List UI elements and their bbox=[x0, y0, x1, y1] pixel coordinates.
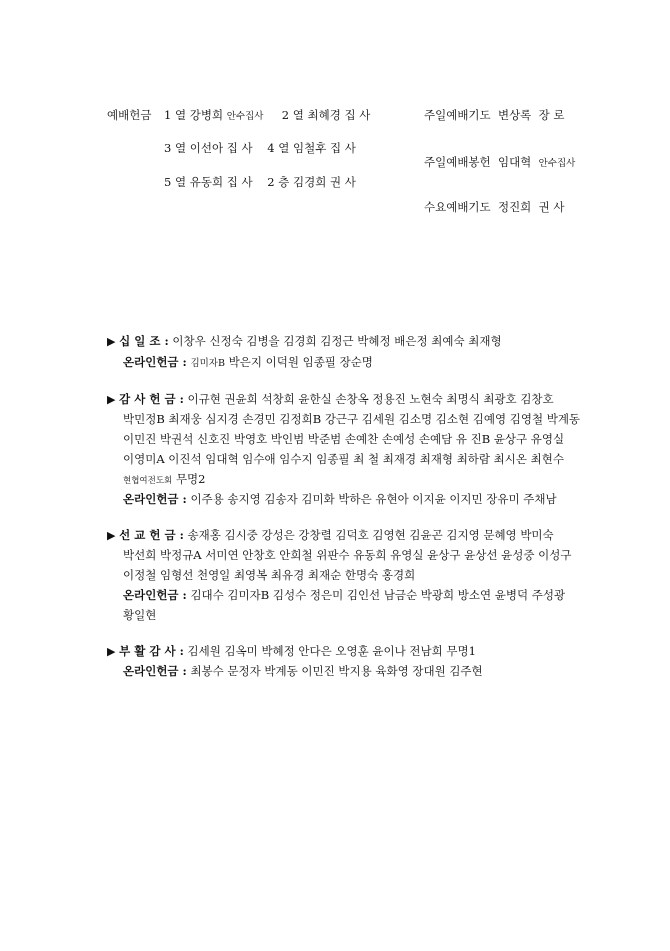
role: 집 사 bbox=[329, 141, 356, 155]
duty-role: 권 사 bbox=[538, 200, 565, 214]
role: 집 사 bbox=[226, 175, 253, 189]
person-name: 유동희 bbox=[189, 175, 224, 189]
online-prefix: 김미자B bbox=[190, 358, 225, 369]
arrow-icon: ▶ bbox=[107, 645, 116, 658]
role: 안수집사 bbox=[226, 111, 264, 122]
names-line: 이영미A 이진석 임대혁 임수애 임수지 임종필 최 철 최재경 최재형 최하람 최시온 최현수 bbox=[123, 452, 564, 466]
row-num: 3 열 bbox=[164, 141, 187, 155]
duty-label: 주일예배기도 bbox=[424, 108, 491, 122]
section-title: 감 사 헌 금 : bbox=[119, 392, 184, 406]
online-names: 최봉수 문정자 박계동 이민진 박지용 육화영 장대원 김주현 bbox=[190, 664, 483, 678]
easter-heading bbox=[107, 643, 476, 659]
names-line: 이규현 권윤희 석창희 윤한실 손창옥 정용진 노현숙 최명식 최광호 김창호 bbox=[187, 392, 554, 406]
duty-name: 변상록 bbox=[497, 108, 532, 122]
duty-name: 임대혁 bbox=[497, 155, 532, 169]
names-line: 이창우 신정숙 김병을 김경희 김정근 박혜정 배은정 최예숙 최재형 bbox=[172, 334, 502, 348]
names-line: 이민진 박권석 신호진 박영호 박인범 박준범 손예찬 손예성 손예담 유 진B 윤상구 유영실 bbox=[123, 432, 565, 446]
row-num: 2 층 bbox=[267, 175, 290, 189]
online-label: 온라인헌금 : bbox=[123, 588, 187, 602]
online-names: 황일현 bbox=[123, 608, 157, 622]
offering-label: 예배헌금 bbox=[107, 108, 152, 122]
duty-name: 정진희 bbox=[497, 200, 532, 214]
arrow-icon: ▶ bbox=[107, 335, 116, 348]
duty-role: 장 로 bbox=[538, 108, 565, 122]
thanks-heading bbox=[107, 391, 554, 407]
person-name: 이선아 bbox=[189, 141, 224, 155]
arrow-icon: ▶ bbox=[107, 529, 116, 542]
tithe-online bbox=[123, 354, 373, 370]
arrow-icon: ▶ bbox=[107, 393, 116, 406]
online-label: 온라인헌금 : bbox=[123, 664, 187, 678]
section-title: 선 교 헌 금 : bbox=[119, 528, 184, 542]
online-names: 김대수 김미자B 김성수 정은미 김인선 남금순 박광희 방소연 윤병덕 주성광 bbox=[190, 588, 566, 602]
section-title: 십 일 조 : bbox=[119, 334, 169, 348]
group-name: 현협여전도회 bbox=[123, 476, 173, 486]
section-title: 부 활 감 사 : bbox=[119, 644, 184, 658]
offering-row-2 bbox=[164, 140, 356, 156]
names-line: 김세원 김옥미 박혜정 안다은 오영훈 윤이나 전남희 무명1 bbox=[187, 644, 476, 658]
sunday-prayer bbox=[424, 107, 564, 123]
easter-online bbox=[123, 663, 483, 679]
online-names: 이주용 송지영 김송자 김미화 박하은 유현아 이지윤 이지민 장유미 주채남 bbox=[190, 492, 557, 506]
person-name: 김경희 bbox=[292, 175, 327, 189]
online-label: 온라인헌금 : bbox=[123, 355, 187, 369]
sunday-offering bbox=[424, 154, 575, 170]
row-num: 5 열 bbox=[164, 175, 187, 189]
names-line: 송재홍 김시중 강성은 강창렬 김덕호 김영현 김윤곤 김지영 문혜영 박미숙 bbox=[187, 528, 554, 542]
names-line: 박민정B 최재웅 심지경 손경민 김정희B 강근구 김세원 김소명 김소현 김예영 김영철 박계동 bbox=[123, 412, 581, 426]
online-names: 박은지 이덕원 임종필 장순명 bbox=[228, 355, 373, 369]
mission-online bbox=[123, 587, 565, 603]
tithe-heading bbox=[107, 333, 502, 349]
role: 권 사 bbox=[329, 175, 356, 189]
duty-label: 주일예배봉헌 bbox=[424, 155, 491, 169]
names-line: 이정철 임형선 천영일 최영복 최유경 최재순 한명숙 홍경희 bbox=[123, 568, 416, 582]
role: 집 사 bbox=[344, 108, 371, 122]
role: 집 사 bbox=[226, 141, 253, 155]
person-name: 임철후 bbox=[292, 141, 327, 155]
anonymous: 무명2 bbox=[175, 472, 206, 486]
thanks-online bbox=[123, 491, 557, 507]
thanks-extra bbox=[123, 471, 205, 487]
wednesday-prayer bbox=[424, 199, 564, 215]
person-name: 강병희 bbox=[189, 108, 224, 122]
row-num: 2 열 bbox=[281, 108, 304, 122]
offering-row-3 bbox=[164, 174, 356, 190]
names-line: 박선희 박정규A 서미연 안창호 안희철 위판수 유동희 유영실 윤상구 윤상선 윤성중 이성구 bbox=[123, 548, 572, 562]
duty-role: 안수집사 bbox=[538, 158, 576, 169]
row-num: 4 열 bbox=[267, 141, 290, 155]
duty-label: 수요예배기도 bbox=[424, 200, 491, 214]
person-name: 최혜경 bbox=[307, 108, 341, 122]
online-label: 온라인헌금 : bbox=[123, 492, 187, 506]
row-num: 1 열 bbox=[164, 108, 187, 122]
mission-heading bbox=[107, 527, 554, 543]
offering-row-1 bbox=[164, 107, 370, 123]
